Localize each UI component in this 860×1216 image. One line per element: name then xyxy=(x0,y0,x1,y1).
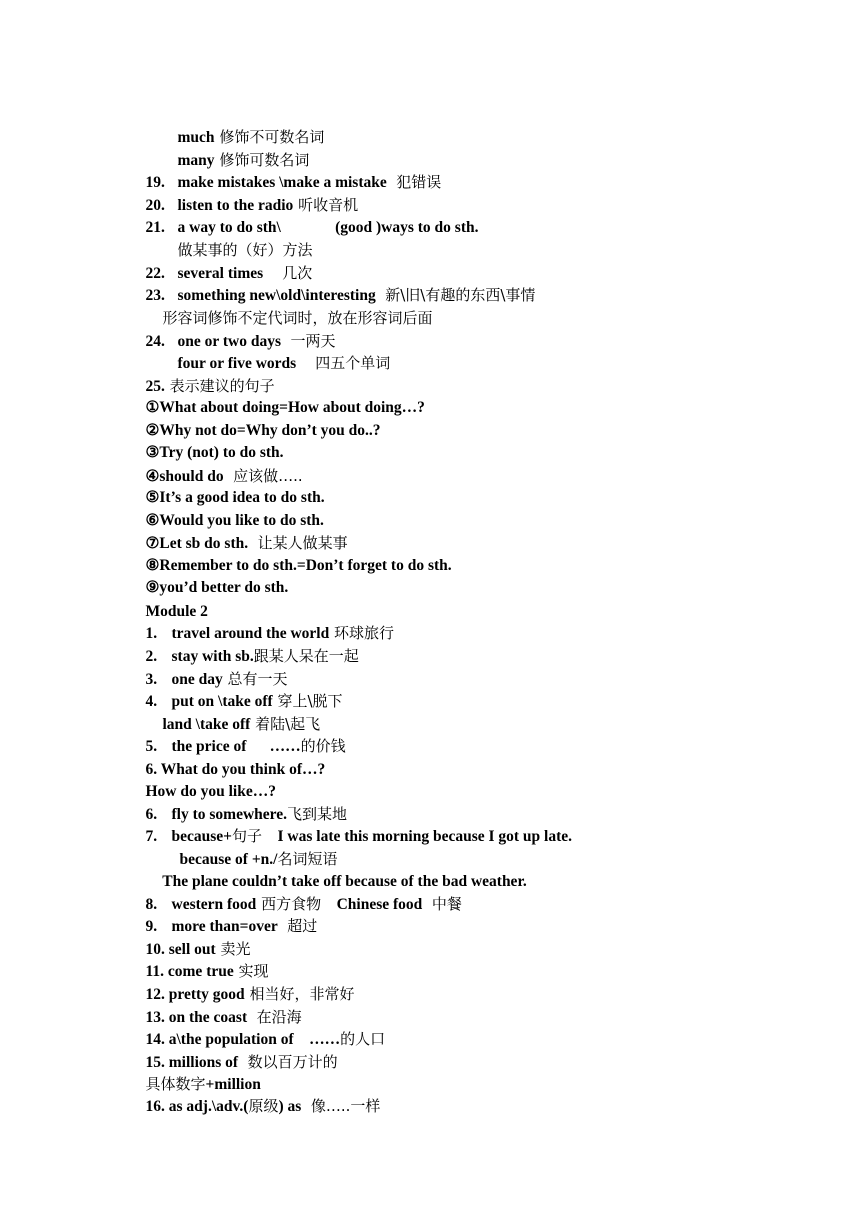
text-line: 20. listen to the radio 听收音机 xyxy=(145,196,359,214)
text-line: four or five words 四五个单词 xyxy=(177,354,391,372)
text-line: 19. make mistakes \make a mistake 犯错误 xyxy=(145,173,442,191)
text-line: 9. more than=over 超过 xyxy=(145,917,318,935)
text-line: ③Try (not) to do sth. xyxy=(145,444,284,461)
text-line: land \take off 着陆\起飞 xyxy=(162,715,321,733)
text-line: ⑧Remember to do sth.=Don’t forget to do sth. xyxy=(145,557,452,574)
text-line: 6. fly to somewhere.飞到某地 xyxy=(145,805,348,823)
text-line: ⑦Let sb do sth. 让某人做某事 xyxy=(145,534,348,552)
text-line: 14. a\the population of ……的人口 xyxy=(145,1030,386,1048)
text-line: 具体数字+million xyxy=(145,1075,261,1093)
text-line: 25. 表示建议的句子 xyxy=(145,377,275,395)
text-line: 形容词修饰不定代词时，放在形容词后面 xyxy=(162,309,433,327)
text-line: 8. western food 西方食物 Chinese food 中餐 xyxy=(145,895,462,913)
text-line: 10. sell out 卖光 xyxy=(145,940,251,958)
text-line: many 修饰可数名词 xyxy=(177,151,310,169)
text-line: ①What about doing=How about doing…? xyxy=(145,399,425,416)
text-line: The plane couldn’t take off because of the bad weather. xyxy=(162,873,527,890)
text-line: 4. put on \take off 穿上\脱下 xyxy=(145,692,343,710)
text-line: much 修饰不可数名词 xyxy=(177,128,325,146)
text-line: How do you like…? xyxy=(145,783,276,800)
text-line: 3. one day 总有一天 xyxy=(145,670,288,688)
text-line: because of +n./名词短语 xyxy=(179,850,338,868)
text-line: ④should do 应该做….. xyxy=(145,467,303,485)
text-line: 16. as adj.\adv.(原级) as 像…..一样 xyxy=(145,1097,381,1115)
text-line: ⑥Would you like to do sth. xyxy=(145,512,324,529)
text-line: ⑤It’s a good idea to do sth. xyxy=(145,489,325,506)
text-line: 5. the price of ……的价钱 xyxy=(145,737,346,755)
text-line: 21. a way to do sth\ (good )ways to do sth. xyxy=(145,219,479,236)
text-line: 6. What do you think of…? xyxy=(145,761,326,778)
text-line: ⑨you’d better do sth. xyxy=(145,579,289,596)
text-line: 2. stay with sb.跟某人呆在一起 xyxy=(145,647,359,665)
text-line: 11. come true 实现 xyxy=(145,962,269,980)
text-line: 24. one or two days 一两天 xyxy=(145,332,336,350)
text-line: 做某事的（好）方法 xyxy=(177,241,313,259)
text-line: 22. several times 几次 xyxy=(145,264,313,282)
text-line: 1. travel around the world 环球旅行 xyxy=(145,624,395,642)
text-line: 12. pretty good 相当好，非常好 xyxy=(145,985,355,1003)
text-line: 23. something new\old\interesting 新\旧\有趣的东西\事情 xyxy=(145,286,536,304)
text-line: 7. because+句子 I was late this morning because I got up late. xyxy=(145,827,573,845)
text-line: ②Why not do=Why don’t you do..? xyxy=(145,422,381,439)
text-line: 13. on the coast 在沿海 xyxy=(145,1008,302,1026)
section-heading: Module 2 xyxy=(145,603,208,620)
text-line: 15. millions of 数以百万计的 xyxy=(145,1053,338,1071)
